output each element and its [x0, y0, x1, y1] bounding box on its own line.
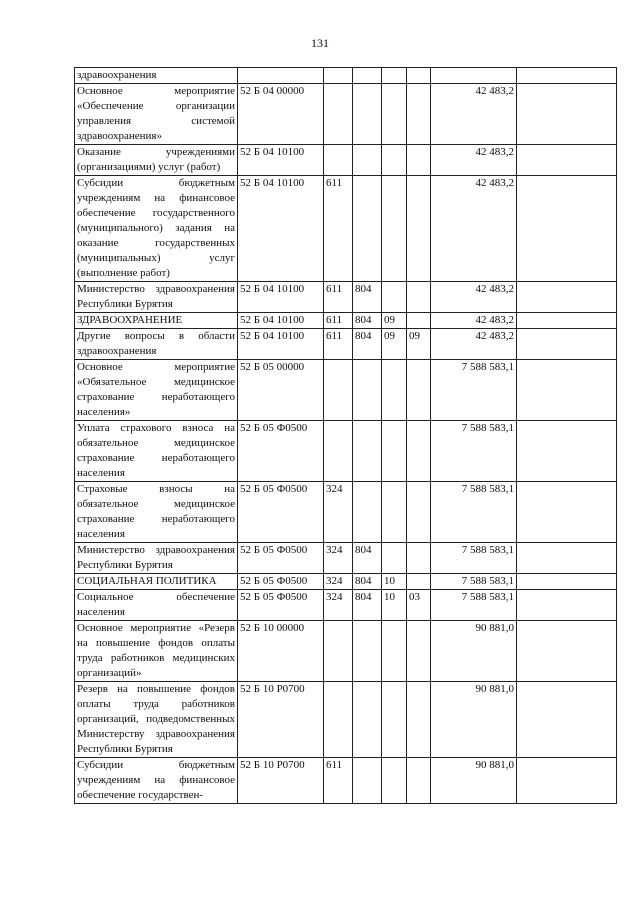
row-name: Министерство здравоохранения Республики Бурятия [75, 543, 238, 574]
row-extra [517, 574, 617, 590]
row-subsection [407, 482, 431, 543]
row-ministry: 804 [353, 574, 382, 590]
row-subsection [407, 68, 431, 84]
table-body [75, 68, 617, 804]
row-name: Субсидии бюджетным учреждениям на финансовое обеспечение государственного (муниципального) задания на оказание государственных (муниципальных) услуг (выполнение работ) [75, 176, 238, 282]
row-extra [517, 682, 617, 758]
table-row [75, 84, 617, 145]
row-code: 52 Б 04 10100 [238, 282, 324, 313]
row-ministry: 804 [353, 543, 382, 574]
page-number: 131 [311, 36, 329, 50]
row-subsection [407, 145, 431, 176]
row-ministry: 804 [353, 590, 382, 621]
row-ministry [353, 682, 382, 758]
row-ministry: 804 [353, 329, 382, 360]
table-row [75, 145, 617, 176]
row-amount: 90 881,0 [431, 682, 517, 758]
row-name: ЗДРАВООХРАНЕНИЕ [75, 313, 238, 329]
row-subsection: 09 [407, 329, 431, 360]
row-name: Страховые взносы на обязательное медицинское страхование неработающего населения [75, 482, 238, 543]
row-name: Уплата страхового взноса на обязательное медицинское страхование неработающего населения [75, 421, 238, 482]
row-vr: 324 [324, 543, 353, 574]
row-section [382, 176, 407, 282]
row-vr [324, 68, 353, 84]
row-extra [517, 421, 617, 482]
row-name: Основное мероприятие «Обеспечение организации управления системой здравоохранения» [75, 84, 238, 145]
row-name: Основное мероприятие «Обязательное медицинское страхование неработающего населения» [75, 360, 238, 421]
table-row [75, 329, 617, 360]
row-name: Другие вопросы в области здравоохранения [75, 329, 238, 360]
row-amount: 42 483,2 [431, 282, 517, 313]
table-row [75, 421, 617, 482]
row-vr: 611 [324, 329, 353, 360]
row-ministry [353, 482, 382, 543]
row-extra [517, 590, 617, 621]
row-section: 10 [382, 590, 407, 621]
row-section: 09 [382, 313, 407, 329]
row-extra [517, 543, 617, 574]
row-extra [517, 282, 617, 313]
row-code: 52 Б 04 10100 [238, 145, 324, 176]
row-vr: 611 [324, 313, 353, 329]
table-row [75, 758, 617, 804]
table-row [75, 360, 617, 421]
row-extra [517, 482, 617, 543]
row-subsection [407, 313, 431, 329]
row-code: 52 Б 05 Ф0500 [238, 574, 324, 590]
row-section: 10 [382, 574, 407, 590]
row-subsection [407, 84, 431, 145]
row-name: Резерв на повышение фондов оплаты труда работников организаций, подведомственных Министерству здравоохранения Республики Бурятия [75, 682, 238, 758]
row-vr [324, 84, 353, 145]
row-amount: 7 588 583,1 [431, 574, 517, 590]
row-section [382, 360, 407, 421]
row-vr: 324 [324, 574, 353, 590]
row-code: 52 Б 04 10100 [238, 329, 324, 360]
row-code: 52 Б 04 10100 [238, 176, 324, 282]
row-vr: 611 [324, 758, 353, 804]
row-extra [517, 360, 617, 421]
row-amount: 42 483,2 [431, 84, 517, 145]
row-code: 52 Б 05 Ф0500 [238, 421, 324, 482]
table-row [75, 621, 617, 682]
row-subsection [407, 543, 431, 574]
row-amount: 90 881,0 [431, 621, 517, 682]
table-row [75, 590, 617, 621]
row-subsection [407, 282, 431, 313]
row-section [382, 421, 407, 482]
row-vr: 324 [324, 590, 353, 621]
row-subsection [407, 360, 431, 421]
row-amount: 90 881,0 [431, 758, 517, 804]
row-name: Основное мероприятие «Резерв на повышение фондов оплаты труда работников медицинских организаций» [75, 621, 238, 682]
row-name: Социальное обеспечение населения [75, 590, 238, 621]
row-vr [324, 145, 353, 176]
row-amount: 7 588 583,1 [431, 543, 517, 574]
row-vr [324, 621, 353, 682]
row-name: Министерство здравоохранения Республики Бурятия [75, 282, 238, 313]
row-ministry [353, 421, 382, 482]
row-code [238, 68, 324, 84]
table-row [75, 543, 617, 574]
row-code: 52 Б 10 Р0700 [238, 682, 324, 758]
row-extra [517, 313, 617, 329]
row-subsection [407, 758, 431, 804]
row-ministry [353, 360, 382, 421]
row-code: 52 Б 04 10100 [238, 313, 324, 329]
row-extra [517, 84, 617, 145]
row-extra [517, 621, 617, 682]
table-row [75, 176, 617, 282]
row-amount: 42 483,2 [431, 176, 517, 282]
row-extra [517, 329, 617, 360]
row-name: Оказание учреждениями (организациями) услуг (работ) [75, 145, 238, 176]
row-code: 52 Б 05 Ф0500 [238, 590, 324, 621]
row-section: 09 [382, 329, 407, 360]
row-ministry [353, 68, 382, 84]
row-subsection [407, 682, 431, 758]
row-section [382, 682, 407, 758]
row-ministry [353, 621, 382, 682]
row-subsection [407, 176, 431, 282]
row-section [382, 68, 407, 84]
row-section [382, 543, 407, 574]
row-name: здравоохранения [75, 68, 238, 84]
row-extra [517, 68, 617, 84]
row-subsection: 03 [407, 590, 431, 621]
row-ministry: 804 [353, 313, 382, 329]
row-name: СОЦИАЛЬНАЯ ПОЛИТИКА [75, 574, 238, 590]
table-row [75, 313, 617, 329]
row-section [382, 482, 407, 543]
row-subsection [407, 621, 431, 682]
row-code: 52 Б 05 Ф0500 [238, 482, 324, 543]
row-ministry [353, 758, 382, 804]
row-ministry: 804 [353, 282, 382, 313]
row-amount [431, 68, 517, 84]
row-vr [324, 360, 353, 421]
row-code: 52 Б 05 00000 [238, 360, 324, 421]
row-extra [517, 758, 617, 804]
row-vr: 324 [324, 482, 353, 543]
row-ministry [353, 176, 382, 282]
row-vr: 611 [324, 176, 353, 282]
row-code: 52 Б 05 Ф0500 [238, 543, 324, 574]
row-amount: 7 588 583,1 [431, 360, 517, 421]
row-amount: 42 483,2 [431, 329, 517, 360]
row-extra [517, 176, 617, 282]
row-subsection [407, 421, 431, 482]
table-row [75, 682, 617, 758]
row-extra [517, 145, 617, 176]
table-row [75, 68, 617, 84]
row-amount: 7 588 583,1 [431, 590, 517, 621]
table-row [75, 574, 617, 590]
row-name: Субсидии бюджетным учреждениям на финансовое обеспечение государствен- [75, 758, 238, 804]
row-vr [324, 421, 353, 482]
row-amount: 42 483,2 [431, 313, 517, 329]
row-code: 52 Б 10 00000 [238, 621, 324, 682]
budget-table [74, 67, 617, 804]
row-code: 52 Б 04 00000 [238, 84, 324, 145]
row-amount: 7 588 583,1 [431, 482, 517, 543]
row-ministry [353, 84, 382, 145]
row-section [382, 621, 407, 682]
row-section [382, 84, 407, 145]
row-section [382, 282, 407, 313]
row-amount: 42 483,2 [431, 145, 517, 176]
table-row [75, 482, 617, 543]
row-ministry [353, 145, 382, 176]
row-vr [324, 682, 353, 758]
row-section [382, 758, 407, 804]
table-row [75, 282, 617, 313]
row-amount: 7 588 583,1 [431, 421, 517, 482]
row-subsection [407, 574, 431, 590]
row-section [382, 145, 407, 176]
row-vr: 611 [324, 282, 353, 313]
row-code: 52 Б 10 Р0700 [238, 758, 324, 804]
